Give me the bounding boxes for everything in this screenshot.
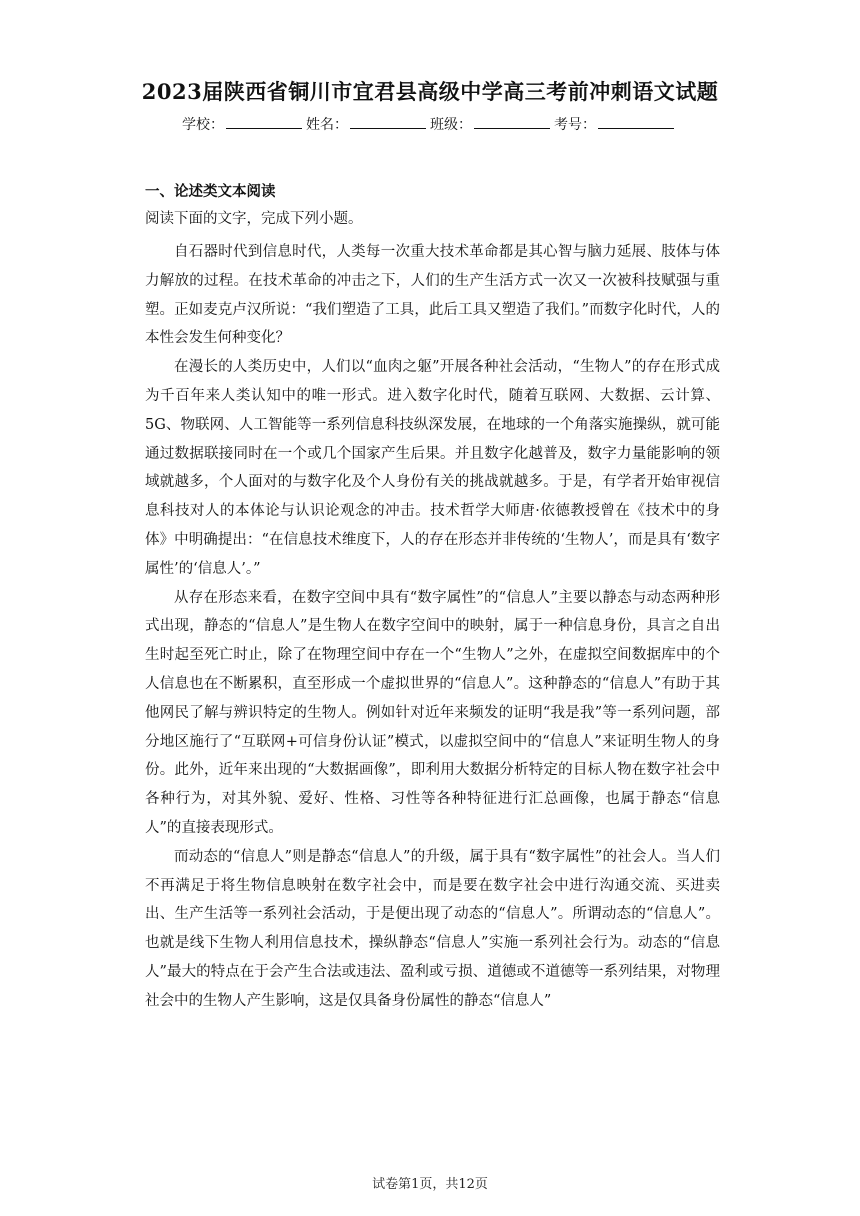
school-label: 学校： <box>182 117 224 133</box>
class-label: 班级： <box>430 117 472 133</box>
school-blank <box>226 116 302 129</box>
paragraph: 从存在形态来看，在数字空间中具有“数字属性”的“信息人”主要以静态与动态两种形式出现，静态的“信息人”是生物人在数字空间中的映射，属于一种信息身份，具言之自出生时起至死亡时止，除了在物理空间中存在一个“生物人”之外，在虚拟空间数据库中的个人信息也在不断累积，直至形成一个虚拟世界的“信息人”。这种静态的“信息人”有助于其他网民了解与辨识特定的生物人。例如针对近年来频发的证明“我是我”等一系列问题，部分地区施行了“互联网+可信身份认证”模式，以虚拟空间中的“信息人”来证明生物人的身份。此外，近年来出现的“大数据画像”，即利用大数据分析特定的目标人物在数字社会中各种行为，对其外貌、爱好、性格、习性等各种特征进行汇总画像，也属于静态“信息人”的直接表现形式。 <box>145 589 720 836</box>
paragraph: 在漫长的人类历史中，人们以“血肉之躯”开展各种社会活动，“生物人”的存在形式成为千百年来人类认知中的唯一形式。进入数字化时代，随着互联网、大数据、云计算、5G、物联网、人工智能等一系列信息科技纵深发展，在地球的一个角落实施操纵，就可能通过数据联接同时在一个或几个国家产生后果。并且数字化越普及，数字力量能影响的领域就越多，个人面对的与数字化及个人身份有关的挑战就越多。于是，有学者开始审视信息科技对人的本体论与认识论观念的冲击。技术哲学大师唐·依德教授曾在《技术中的身体》中明确提出：“在信息技术维度下，人的存在形态并非传统的‘生物人’，而是具有‘数字属性’的‘信息人’。” <box>145 359 720 577</box>
reading-instruction: 阅读下面的文字，完成下列小题。 <box>145 211 363 227</box>
exam-number-blank <box>598 116 674 129</box>
section-heading: 一、论述类文本阅读 <box>145 183 276 200</box>
class-blank <box>474 116 550 129</box>
student-info-line <box>0 114 860 134</box>
paragraph: 自石器时代到信息时代，人类每一次重大技术革命都是其心智与脑力延展、肢体与体力解放的过程。在技术革命的冲击之下，人们的生产生活方式一次又一次被科技赋强与重塑。正如麦克卢汉所说：“我们塑造了工具，此后工具又塑造了我们。”而数字化时代，人的本性会发生何种变化？ <box>145 244 720 347</box>
name-blank <box>350 116 426 129</box>
name-label: 姓名： <box>306 117 348 133</box>
document-title: 2023届陕西省铜川市宜君县高级中学高三考前冲刺语文试题 <box>141 79 719 104</box>
paragraph: 而动态的“信息人”则是静态“信息人”的升级，属于具有“数字属性”的社会人。当人们不再满足于将生物信息映射在数字社会中，而是要在数字社会中进行沟通交流、买进卖出、生产生活等一系列社会活动，于是便出现了动态的“信息人”。所谓动态的“信息人”。也就是线下生物人利用信息技术，操纵静态“信息人”实施一系列社会行为。动态的“信息人”最大的特点在于会产生合法或违法、盈利或亏损、道德或不道德等一系列结果，对物理社会中的生物人产生影响，这是仅具备身份属性的静态“信息人” <box>145 848 720 1009</box>
page-footer: 试卷第1页，共12页 <box>372 1177 488 1192</box>
reading-passage <box>145 238 720 1016</box>
exam-number-label: 考号： <box>554 117 596 133</box>
